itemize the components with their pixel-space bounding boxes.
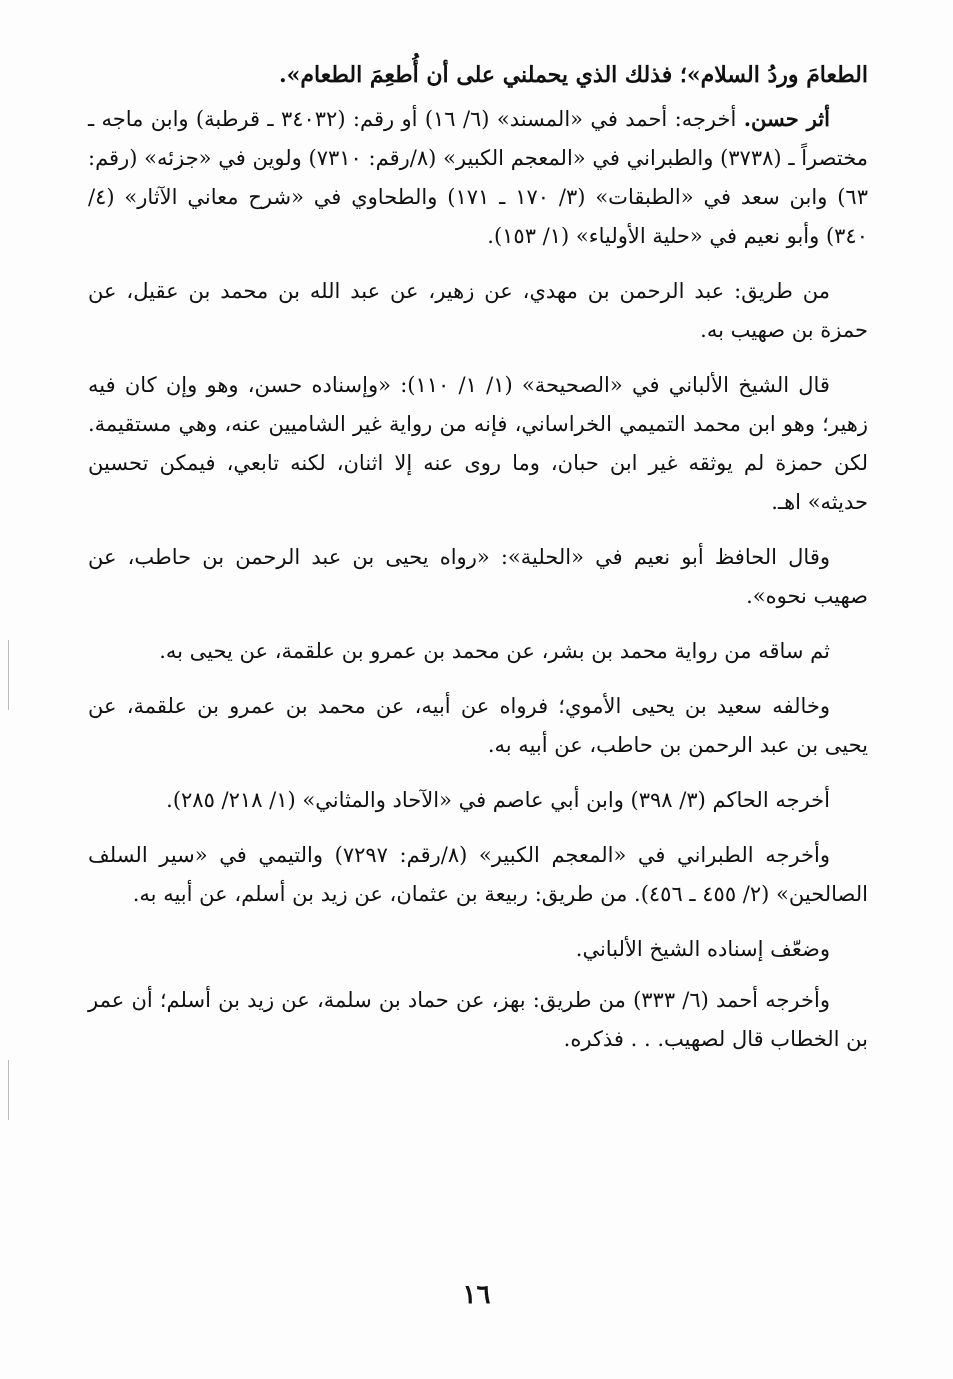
paragraph-lead: أثر حسن.: [743, 106, 830, 131]
scan-edge-mark: [8, 640, 9, 710]
paragraph-text: الطعامَ وردُ السلام»؛ فذلك الذي يحملني على أن أُطعِمَ الطعام».: [278, 62, 868, 88]
paragraph-text: وأخرجه الطبراني في «المعجم الكبير» (٨/رقم: ٧٢٩٧) والتيمي في «سير السلف الصالحين» (٢/ ٤٥٥ ـ ٤٥٦). من طريق: ربيعة بن عثمان، عن زيد بن أسلم، عن أبيه به.: [88, 843, 868, 906]
paragraph-text: وأخرجه أحمد (٦/ ٣٣٣) من طريق: بهز، عن حماد بن سلمة، عن زيد بن أسلم؛ أن عمر بن الخطاب قال لصهيب. . . فذكره.: [88, 988, 868, 1051]
paragraph-text: قال الشيخ الألباني في «الصحيحة» (١/ ١/ ١١٠): «وإسناده حسن، وهو وإن كان فيه زهير؛ وهو ابن محمد التميمي الخراساني، فإنه من رواية غير الشاميين عنه، وهي مستقيمة. لكن حمزة لم يوثقه غير ابن حبان، وما روى عنه إلا اثنان، لكنه تابعي، فيمكن تحسين حديثه» اهـ.: [88, 373, 868, 514]
paragraph-text: وضعّف إسناده الشيخ الألباني.: [575, 937, 830, 961]
paragraph-9: [88, 836, 868, 914]
paragraph-text: أخرجه الحاكم (٣/ ٣٩٨) وابن أبي عاصم في «الآحاد والمثاني» (١/ ٢١٨/ ٢٨٥).: [166, 788, 830, 812]
paragraph-11: [88, 981, 868, 1059]
page-body: [88, 56, 868, 1075]
paragraph-8: [88, 781, 868, 820]
scan-edge-mark: [8, 1060, 9, 1120]
paragraph-10: [88, 930, 868, 969]
paragraph-text: من طريق: عبد الرحمن بن مهدي، عن زهير، عن عبد الله بن محمد بن عقيل، عن حمزة بن صهيب به.: [88, 279, 868, 342]
paragraph-text: وقال الحافظ أبو نعيم في «الحلية»: «رواه يحيى بن عبد الرحمن بن حاطب، عن صهيب نحوه».: [88, 545, 868, 608]
paragraph-2: [88, 99, 868, 256]
paragraph-text: ثم ساقه من رواية محمد بن بشر، عن محمد بن عمرو بن علقمة، عن يحيى به.: [159, 639, 830, 663]
paragraph-4: [88, 366, 868, 522]
page-number: ١٦: [462, 1280, 491, 1310]
paragraph-text: أخرجه: أحمد في «المسند» (٦/ ١٦) أو رقم: (٣٤٠٣٢ ـ قرطبة) وابن ماجه ـ مختصراً ـ (٣٧٣٨) والطبراني في «المعجم الكبير» (٨/رقم: ٧٣١٠) ولوين في «جزئه» (رقم: ٦٣) وابن سعد في «الطبقات» (٣/ ١٧٠ ـ ١٧١) والطحاوي في «شرح معاني الآثار» (٤/ ٣٤٠) وأبو نعيم في «حلية الأولياء» (١/ ١٥٣).: [88, 107, 868, 248]
paragraph-3: [88, 272, 868, 350]
paragraph-text: وخالفه سعيد بن يحيى الأموي؛ فرواه عن أبيه، عن محمد بن عمرو بن علقمة، عن يحيى بن عبد الرحمن بن حاطب، عن أبيه به.: [88, 694, 868, 757]
paragraph-7: [88, 687, 868, 765]
paragraph-1: [88, 56, 868, 95]
paragraph-5: [88, 538, 868, 616]
paragraph-6: [88, 632, 868, 671]
